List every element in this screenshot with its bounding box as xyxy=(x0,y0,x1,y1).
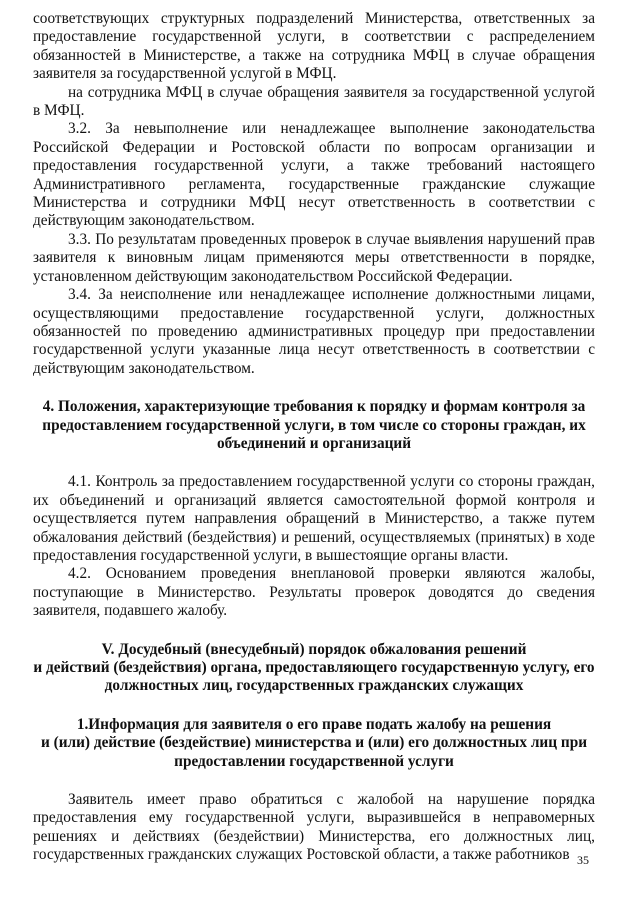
section-5-1-heading-line: 1.Информация для заявителя о его праве подать жалобу на решения xyxy=(76,715,552,733)
page-content xyxy=(33,10,595,865)
section-5-heading-line: и действий (бездействия) органа, предоставляющего государственную услугу, его xyxy=(33,659,595,676)
section-5-1-heading xyxy=(33,716,595,771)
paragraph-complaint-right: Заявитель имеет право обратиться с жалобой на нарушение порядка предоставления ему государственной услуги, выразившейся в неправомерных решениях и действиях (бездействии) Министерства, его должностных лиц, государственных гражданских служащих Ростовской области, а также работников xyxy=(33,791,595,864)
section-5-1-heading-line: предоставлении государственной услуги xyxy=(174,752,454,770)
section-5-heading-line: V. Досудебный (внесудебный) порядок обжалования решений xyxy=(101,640,527,658)
paragraph-4-2: 4.2. Основанием проведения внеплановой проверки являются жалобы, поступающие в Министерство. Результаты проверок доводятся до сведения заявителя, подавшего жалобу. xyxy=(33,565,595,620)
paragraph-3-2: 3.2. За невыполнение или ненадлежащее выполнение законодательства Российской Федерации и Ростовской области по вопросам организации и предоставления государственной услуги, а также требований настоящего Административного регламента, государственные гражданские служащие Министерства и сотрудники МФЦ несут ответственность в соответствии с действующим законодательством. xyxy=(33,120,595,230)
section-4-heading-line: предоставлением государственной услуги, в том числе со стороны граждан, их xyxy=(42,416,586,434)
paragraph-3-4: 3.4. За неисполнение или ненадлежащее исполнение должностными лицами, осуществляющими предоставление государственной услуги, должностных обязанностей по проведению административных процедур при предоставлении государственной услуги указанные лица несут ответственность в соответствии с действующим законодательством. xyxy=(33,286,595,377)
section-5-heading xyxy=(33,641,595,696)
section-4-heading-line: объединений и организаций xyxy=(216,434,412,452)
section-5-1-heading-line: и (или) действие (бездействие) министерства и (или) его должностных лиц при xyxy=(40,734,588,752)
paragraph-3-3: 3.3. По результатам проведенных проверок в случае выявления нарушений прав заявителя к виновным лицам применяются меры ответственности в порядке, установленном действующим законодательством Российской Федерации. xyxy=(33,230,595,285)
section-4-heading xyxy=(33,398,595,453)
paragraph-4-1: 4.1. Контроль за предоставлением государственной услуги со стороны граждан, их объединений и организаций является самостоятельной формой контроля и осуществляется путем направления обращений в Министерство, а также путем обжалования действий (бездействия) и решений, осуществляемых (принятых) в ходе предоставления государственной услуги, в вышестоящие органы власти. xyxy=(33,473,595,564)
section-5-heading-line: должностных лиц, государственных гражданских служащих xyxy=(104,677,524,695)
page-number: 35 xyxy=(577,853,589,867)
paragraph-mfc-repeat: на сотрудника МФЦ в случае обращения заявителя за государственной услугой в МФЦ. xyxy=(33,83,595,120)
paragraph-responsibility-continuation: соответствующих структурных подразделений Министерства, ответственных за предоставление государственной услуги, в соответствии с распределением обязанностей в Министерстве, а также на сотрудника МФЦ в случае обращения заявителя за государственной услугой в МФЦ. xyxy=(33,10,595,83)
section-4-heading-line: 4. Положения, характеризующие требования к порядку и формам контроля за xyxy=(42,398,586,416)
